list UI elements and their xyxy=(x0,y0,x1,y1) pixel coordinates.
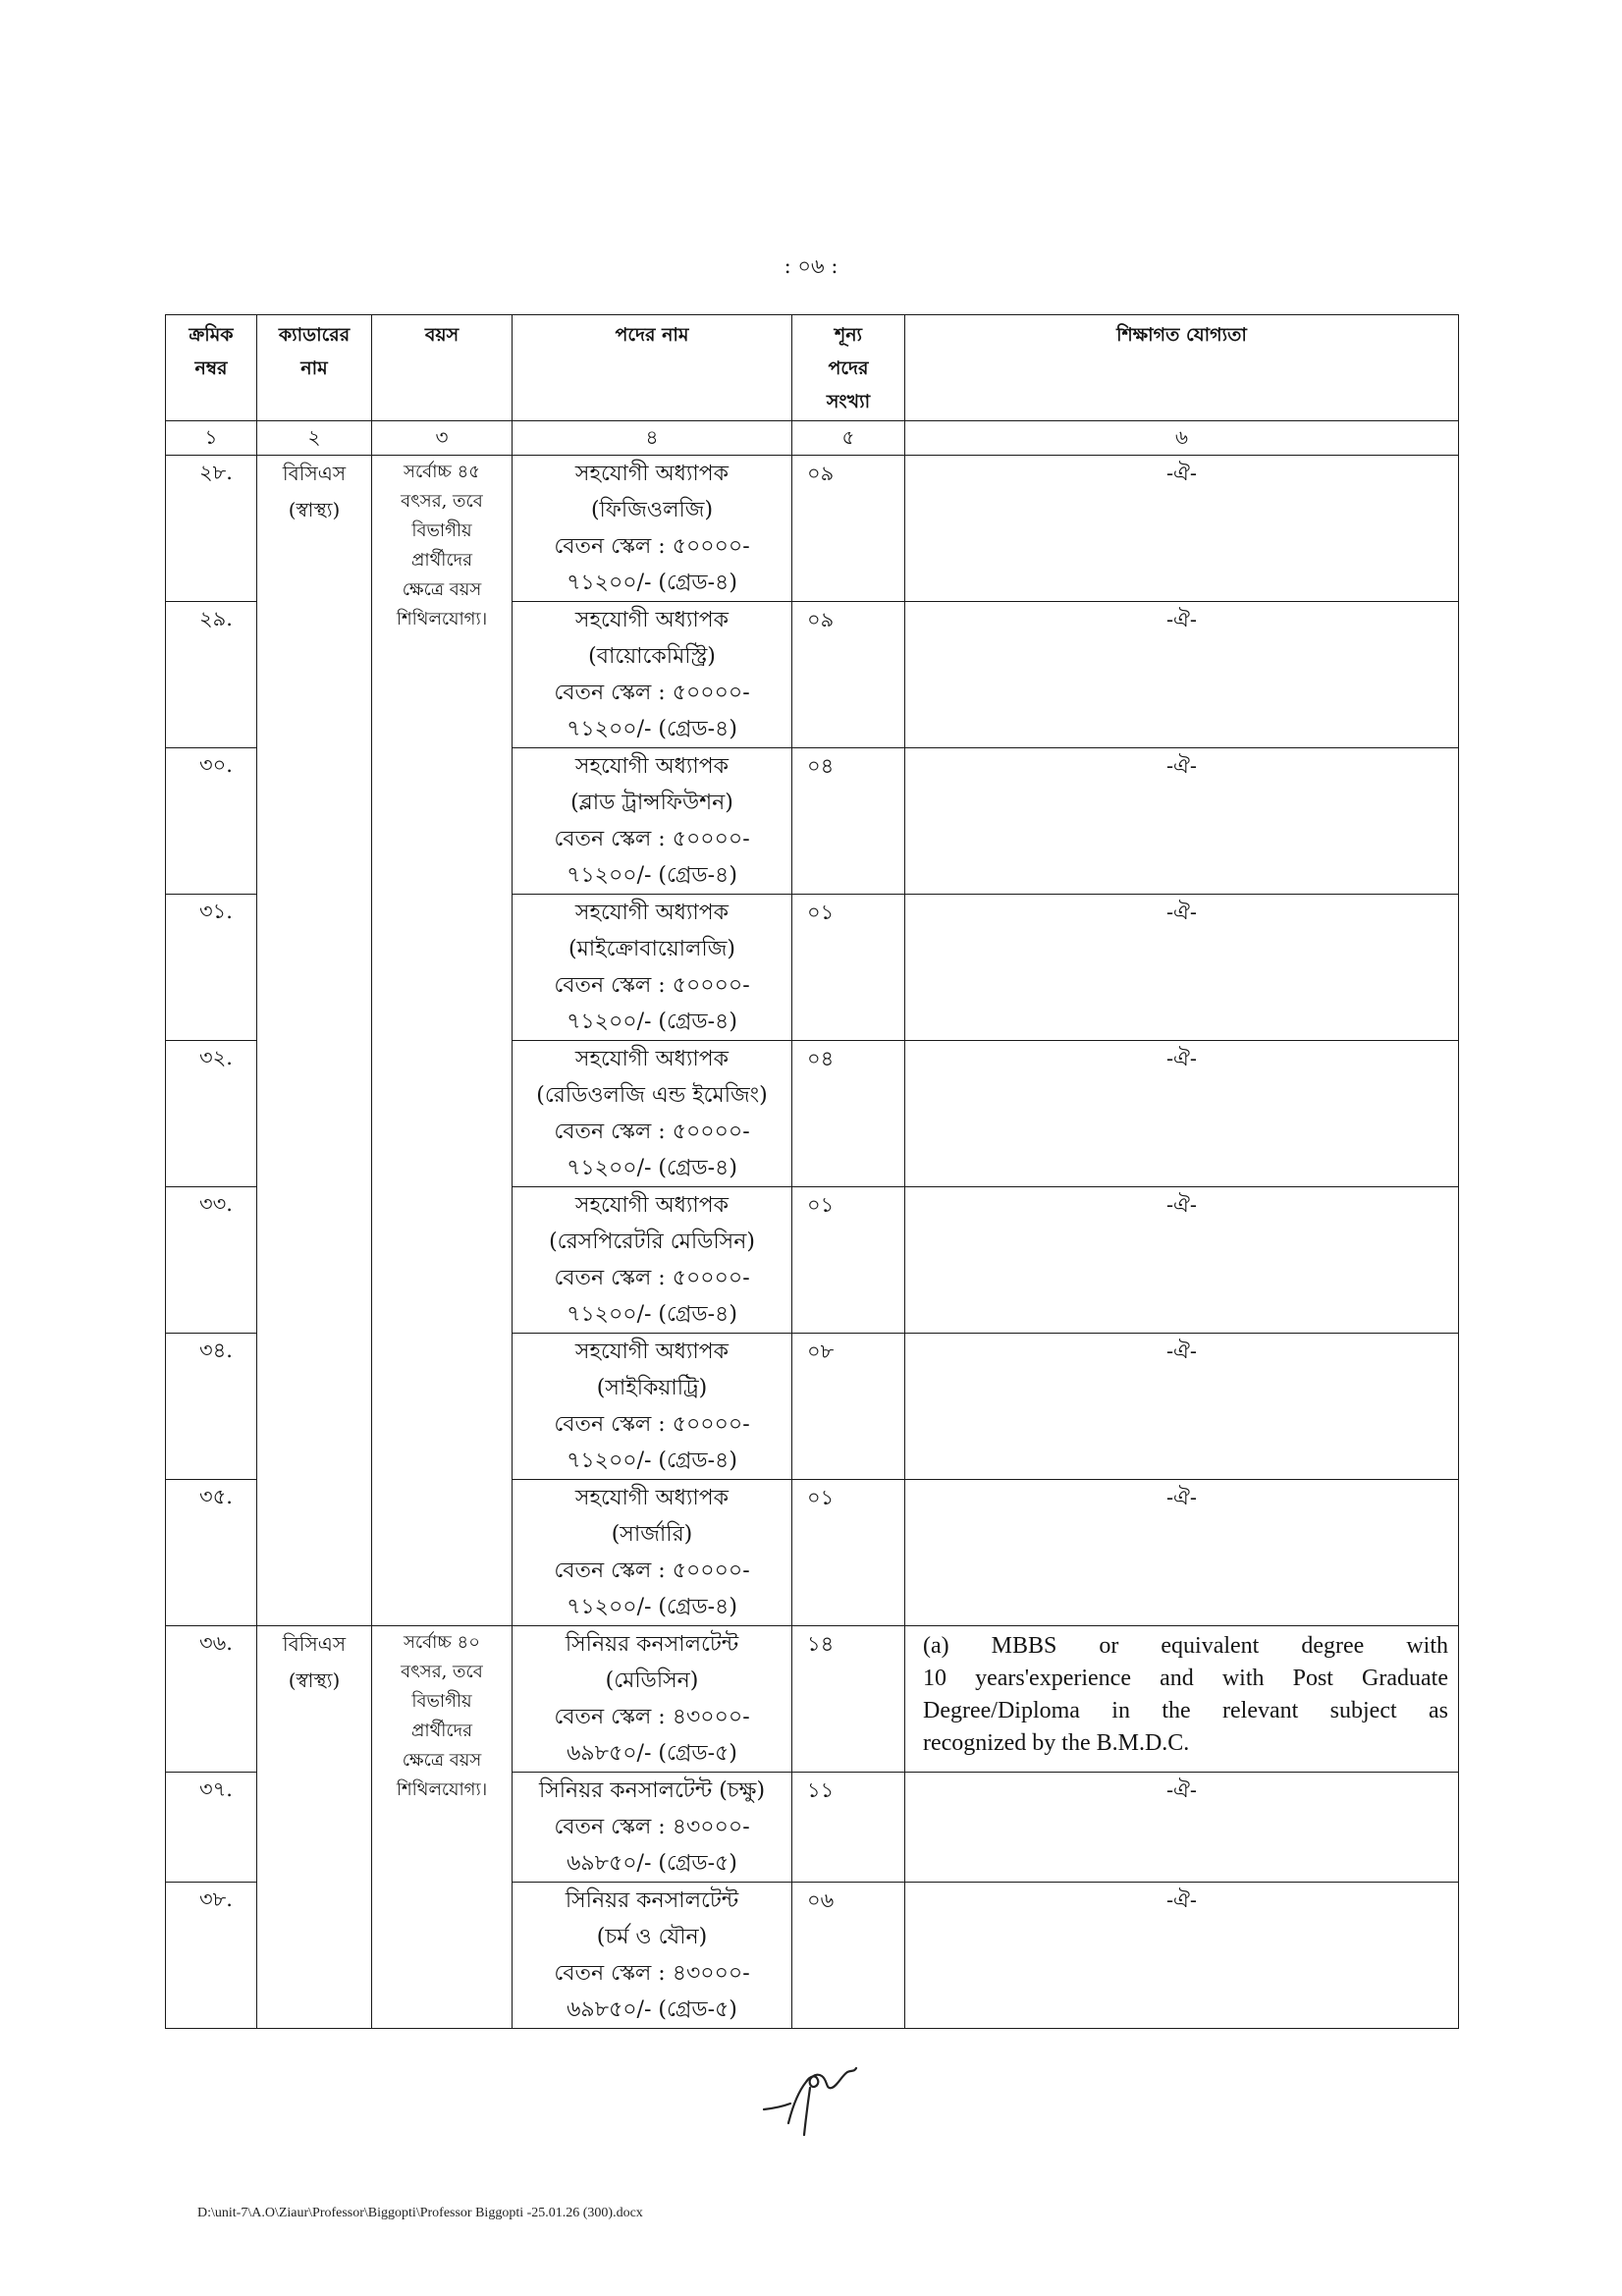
post-text: (ব্লাড ট্রান্সফিউশন) xyxy=(570,791,733,815)
serial-text: ৩০. xyxy=(199,753,233,777)
post-text: ৭১২০০/- (গ্রেড-৪) xyxy=(567,1595,737,1619)
age-text: প্রার্থীদের xyxy=(410,1721,473,1741)
vacancy-text: ০৮ xyxy=(807,1339,835,1363)
post-text: বেতন স্কেল : ৫০০০০- xyxy=(554,827,750,851)
table-row xyxy=(166,1626,1459,1773)
age-text: বিভাগীয় xyxy=(411,520,472,541)
serial-cell xyxy=(166,1773,257,1883)
post-cell xyxy=(513,748,792,895)
qualification-text: -ঐ- xyxy=(1165,754,1198,778)
age-text: শিথিলযোগ্য। xyxy=(396,609,488,629)
qualification-cell xyxy=(905,895,1459,1041)
age-cell xyxy=(372,456,513,1626)
qualification-text: -ঐ- xyxy=(1165,1778,1198,1802)
post-text: বেতন স্কেল : ৪৩০০০- xyxy=(554,1815,750,1839)
column-number: ১ xyxy=(166,421,257,456)
post-text: (রেসপিরেটরি মেডিসিন) xyxy=(549,1230,755,1254)
age-text: ক্ষেত্রে বয়স xyxy=(402,579,482,600)
post-text: সিনিয়র কনসালটেন্ট xyxy=(565,1888,739,1913)
header-serial xyxy=(166,315,257,421)
serial-text: ৩৪. xyxy=(199,1339,233,1362)
vacancy-text: ০৯ xyxy=(807,462,835,485)
qualification-cell xyxy=(905,1773,1459,1883)
vacancy-cell xyxy=(792,456,905,602)
cadre-text: (স্বাস্থ্য) xyxy=(288,498,341,521)
cadre-cell xyxy=(257,456,372,1626)
serial-cell xyxy=(166,1334,257,1480)
header-cadre-text: ক্যাডারের xyxy=(278,324,351,346)
age-cell xyxy=(372,1626,513,2029)
post-cell xyxy=(513,1041,792,1187)
vacancy-cell xyxy=(792,1041,905,1187)
post-cell xyxy=(513,456,792,602)
qualification-text: Degree/Diploma in the relevant subject as xyxy=(923,1698,1448,1723)
post-text: সহযোগী অধ্যাপক xyxy=(574,901,730,925)
vacancy-cell xyxy=(792,748,905,895)
serial-cell xyxy=(166,748,257,895)
header-post xyxy=(513,315,792,421)
vacancy-text: ১৪ xyxy=(807,1632,835,1656)
post-text: বেতন স্কেল : ৫০০০০- xyxy=(554,1412,750,1437)
column-number: ৩ xyxy=(372,421,513,456)
post-text: ৬৯৮৫০/- (গ্রেড-৫) xyxy=(567,1851,737,1876)
vacancy-text: ০৪ xyxy=(807,1047,835,1070)
qualification-cell xyxy=(905,1187,1459,1334)
vacancy-cell xyxy=(792,1187,905,1334)
post-text: ৭১২০০/- (গ্রেড-৪) xyxy=(567,863,737,888)
post-text: ৭১২০০/- (গ্রেড-৪) xyxy=(567,1302,737,1327)
qualification-text: 10 years'experience and with Post Graduate xyxy=(923,1666,1448,1691)
page-number: : ০৬ : xyxy=(784,254,838,278)
post-cell xyxy=(513,895,792,1041)
footer-file-path: D:\unit-7\A.O\Ziaur\Professor\Biggopti\Professor Biggopti -25.01.26 (300).docx xyxy=(197,2206,643,2220)
vacancy-text: ০৬ xyxy=(807,1888,835,1912)
serial-cell xyxy=(166,895,257,1041)
qualification-text: -ঐ- xyxy=(1165,1193,1198,1217)
qualification-text: recognized by the B.M.D.C. xyxy=(923,1730,1190,1756)
table-row xyxy=(166,456,1459,602)
post-text: ৭১২০০/- (গ্রেড-৪) xyxy=(567,717,737,741)
vacancy-table xyxy=(165,314,1459,2029)
post-text: সহযোগী অধ্যাপক xyxy=(574,1047,730,1071)
header-post-text: পদের নাম xyxy=(615,324,689,346)
serial-text: ২৯. xyxy=(199,607,233,630)
serial-text: ৩৬. xyxy=(199,1631,233,1655)
post-text: (রেডিওলজি এন্ড ইমেজিং) xyxy=(536,1083,768,1108)
qualification-cell xyxy=(905,1626,1459,1773)
post-text: সিনিয়র কনসালটেন্ট xyxy=(565,1632,739,1657)
post-text: (বায়োকেমিস্ট্রি) xyxy=(588,644,716,669)
post-text: সহযোগী অধ্যাপক xyxy=(574,1193,730,1218)
serial-cell xyxy=(166,1626,257,1773)
post-text: বেতন স্কেল : ৪৩০০০- xyxy=(554,1961,750,1986)
vacancy-text: ০৯ xyxy=(807,608,835,631)
post-text: সহযোগী অধ্যাপক xyxy=(574,462,730,486)
qualification-text: -ঐ- xyxy=(1165,1888,1198,1912)
header-vacancies xyxy=(792,315,905,421)
post-cell xyxy=(513,1187,792,1334)
post-cell xyxy=(513,1626,792,1773)
post-text: বেতন স্কেল : ৫০০০০- xyxy=(554,1558,750,1583)
post-cell xyxy=(513,602,792,748)
signature xyxy=(761,2062,859,2141)
post-text: (মাইক্রোবায়োলজি) xyxy=(568,937,735,961)
serial-text: ৩১. xyxy=(199,900,233,923)
serial-cell xyxy=(166,602,257,748)
cadre-text: (স্বাস্থ্য) xyxy=(288,1668,341,1692)
header-cadre xyxy=(257,315,372,421)
post-text: (সার্জারি) xyxy=(611,1522,693,1547)
post-text: সহযোগী অধ্যাপক xyxy=(574,754,730,779)
serial-text: ৩৭. xyxy=(199,1777,233,1801)
post-text: ৭১২০০/- (গ্রেড-৪) xyxy=(567,1156,737,1180)
cadre-cell xyxy=(257,1626,372,2029)
post-text: বেতন স্কেল : ৫০০০০- xyxy=(554,1266,750,1290)
qualification-cell xyxy=(905,1041,1459,1187)
post-cell xyxy=(513,1883,792,2029)
column-number: ৫ xyxy=(792,421,905,456)
post-text: বেতন স্কেল : ৪৩০০০- xyxy=(554,1705,750,1729)
post-text: বেতন স্কেল : ৫০০০০- xyxy=(554,973,750,998)
qualification-text: (a) MBBS or equivalent degree with xyxy=(923,1633,1448,1659)
qualification-text: -ঐ- xyxy=(1165,1047,1198,1070)
vacancy-text: ০৪ xyxy=(807,754,835,778)
post-text: (ফিজিওলজি) xyxy=(590,498,714,522)
age-text: বৎসর, তবে xyxy=(401,491,483,512)
post-text: ৬৯৮৫০/- (গ্রেড-৫) xyxy=(567,1997,737,2022)
serial-cell xyxy=(166,1883,257,2029)
vacancy-cell xyxy=(792,1334,905,1480)
age-text: বৎসর, তবে xyxy=(401,1662,483,1682)
qualification-cell xyxy=(905,1883,1459,2029)
vacancy-text: ০১ xyxy=(807,901,835,924)
post-text: (সাইকিয়াট্রি) xyxy=(596,1376,708,1400)
cadre-text: বিসিএস xyxy=(282,462,347,485)
post-text: সহযোগী অধ্যাপক xyxy=(574,608,730,632)
serial-cell xyxy=(166,1187,257,1334)
post-text: সহযোগী অধ্যাপক xyxy=(574,1339,730,1364)
qualification-text: -ঐ- xyxy=(1165,901,1198,924)
header-vacancies-text: পদের xyxy=(828,357,869,379)
header-vacancies-text: শূন্য xyxy=(834,324,863,346)
header-age xyxy=(372,315,513,421)
age-text: বিভাগীয় xyxy=(411,1691,472,1712)
qualification-cell xyxy=(905,748,1459,895)
post-text: বেতন স্কেল : ৫০০০০- xyxy=(554,534,750,559)
qualification-cell xyxy=(905,456,1459,602)
serial-text: ৩২. xyxy=(199,1046,233,1069)
post-cell xyxy=(513,1480,792,1626)
qualification-cell xyxy=(905,1480,1459,1626)
header-serial-text: ক্রমিক xyxy=(189,324,234,346)
age-text: সর্বোচ্চ ৪০ xyxy=(404,1632,480,1653)
post-text: (মেডিসিন) xyxy=(605,1668,699,1693)
vacancy-text: ১১ xyxy=(807,1778,835,1802)
qualification-text: -ঐ- xyxy=(1165,1339,1198,1363)
header-vacancies-text: সংখ্যা xyxy=(826,391,871,412)
column-number: ২ xyxy=(257,421,372,456)
post-text: সহযোগী অধ্যাপক xyxy=(574,1486,730,1510)
header-qualification xyxy=(905,315,1459,421)
serial-cell xyxy=(166,1041,257,1187)
qualification-cell xyxy=(905,1334,1459,1480)
post-text: ৭১২০০/- (গ্রেড-৪) xyxy=(567,571,737,595)
post-text: সিনিয়র কনসালটেন্ট (চক্ষু) xyxy=(538,1778,766,1803)
serial-text: ৩৩. xyxy=(199,1192,233,1216)
age-text: ক্ষেত্রে বয়স xyxy=(402,1750,482,1771)
vacancy-cell xyxy=(792,1626,905,1773)
post-text: (চর্ম ও যৌন) xyxy=(596,1925,708,1949)
age-text: সর্বোচ্চ ৪৫ xyxy=(404,462,480,482)
vacancy-cell xyxy=(792,602,905,748)
vacancy-cell xyxy=(792,1480,905,1626)
column-number: ৪ xyxy=(513,421,792,456)
age-text: প্রার্থীদের xyxy=(410,550,473,571)
post-cell xyxy=(513,1334,792,1480)
qualification-text: -ঐ- xyxy=(1165,1486,1198,1509)
post-text: ৭১২০০/- (গ্রেড-৪) xyxy=(567,1010,737,1034)
serial-text: ৩৮. xyxy=(199,1887,233,1911)
vacancy-cell xyxy=(792,1883,905,2029)
qualification-text: -ঐ- xyxy=(1165,608,1198,631)
header-serial-text: নম্বর xyxy=(194,357,228,379)
serial-cell xyxy=(166,456,257,602)
vacancy-text: ০১ xyxy=(807,1486,835,1509)
cadre-text: বিসিএস xyxy=(282,1632,347,1656)
post-text: বেতন স্কেল : ৫০০০০- xyxy=(554,681,750,705)
post-cell xyxy=(513,1773,792,1883)
header-row xyxy=(166,315,1459,421)
qualification-cell xyxy=(905,602,1459,748)
column-number-row xyxy=(166,421,1459,456)
vacancy-cell xyxy=(792,895,905,1041)
post-text: ৬৯৮৫০/- (গ্রেড-৫) xyxy=(567,1741,737,1766)
vacancy-cell xyxy=(792,1773,905,1883)
qualification-text: -ঐ- xyxy=(1165,462,1198,485)
serial-text: ২৮. xyxy=(199,461,233,484)
vacancy-text: ০১ xyxy=(807,1193,835,1217)
serial-text: ৩৫. xyxy=(199,1485,233,1508)
post-text: ৭১২০০/- (গ্রেড-৪) xyxy=(567,1449,737,1473)
column-number: ৬ xyxy=(905,421,1459,456)
age-text: শিথিলযোগ্য। xyxy=(396,1779,488,1800)
header-cadre-text: নাম xyxy=(300,357,328,379)
post-text: বেতন স্কেল : ৫০০০০- xyxy=(554,1120,750,1144)
header-qualification-text: শিক্ষাগত যোগ্যতা xyxy=(1116,324,1247,346)
header-age-text: বয়স xyxy=(424,324,460,346)
serial-cell xyxy=(166,1480,257,1626)
